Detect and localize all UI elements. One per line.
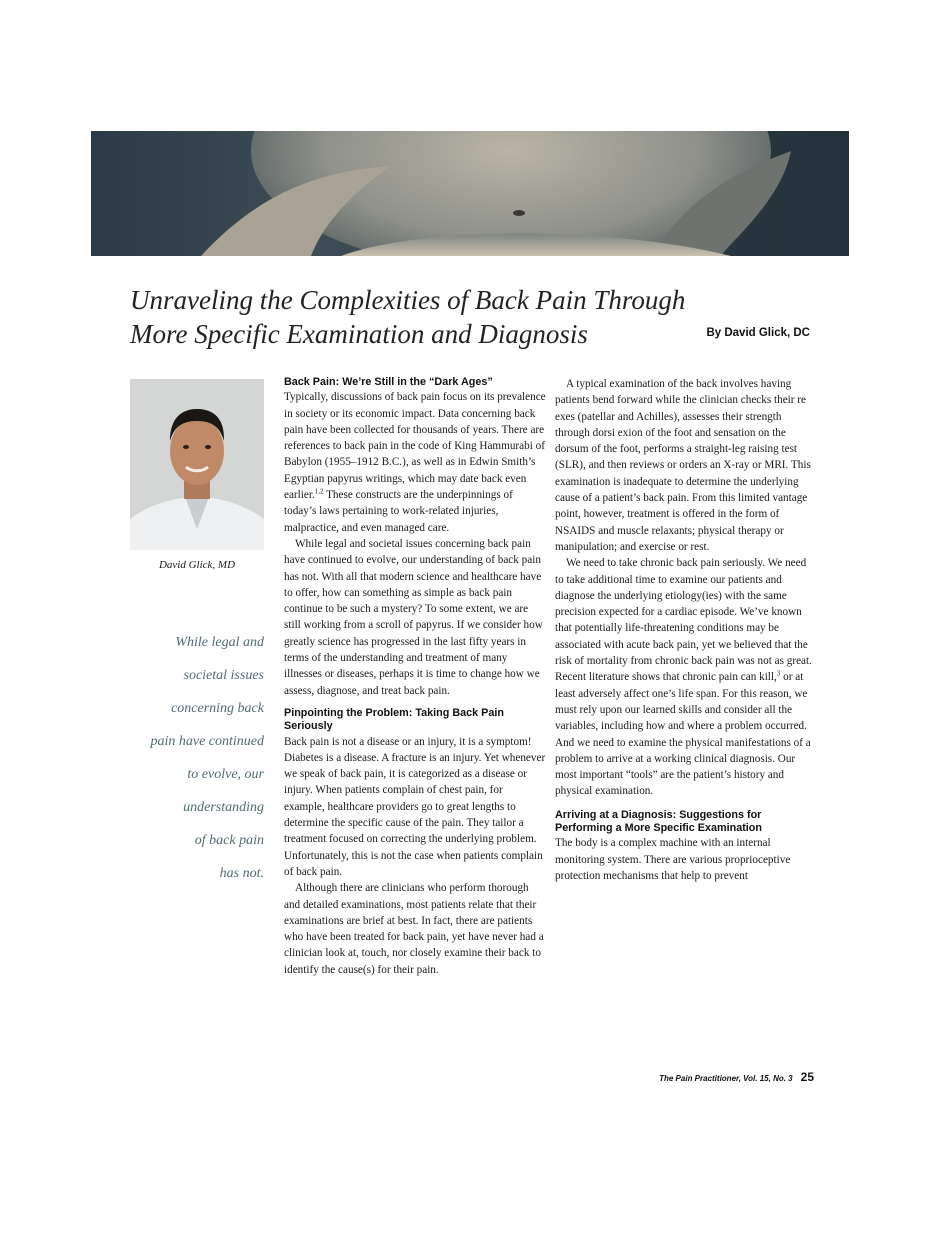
section-heading: Arriving at a Diagnosis: Suggestions for Performing a More Specific Examination (555, 808, 762, 835)
paragraph: Although there are clinicians who perform thorough and detailed examinations, most patients relate that their examinations are brief at best. In fact, there are patients who have been treated for back pain, yet have never had a clinician look at, touch, nor closely examine their back to identify the cause(s) for their pain. (284, 882, 544, 976)
body-column-1 (284, 376, 546, 978)
paragraph-text: These constructs are the underpinnings of today’s laws pertaining to work-related injuries, malpractice, and even managed care. (284, 489, 513, 534)
torso-image (91, 131, 849, 256)
paragraph: Back pain is not a disease or an injury, it is a symptom! Diabetes is a disease. A fracture is an injury. Yet whenever we speak of back pain, it is categorized as a disease or injury. When patients complain of chest pain, for example, healthcare providers go to great lengths to determine the specific cause of the pain. They tailor a treatment focused on correcting the underlying problem. Unfortunately, this is not the case when patients complain of back pain. (284, 735, 546, 878)
pull-quote-line: concerning back (171, 701, 264, 716)
citation: 1,2 (314, 487, 324, 496)
byline: By David Glick, DC (706, 327, 810, 339)
paragraph: The body is a complex machine with an internal monitoring system. There are various proprioceptive protection mechanisms that help to prevent (555, 837, 791, 882)
section-heading: Pinpointing the Problem: Taking Back Pain Seriously (284, 706, 504, 733)
pull-quote (110, 626, 264, 890)
journal-name: The Pain Practitioner, Vol. 15, No. 3 (659, 1074, 793, 1083)
title-line-1: Unraveling the Complexities of Back Pain Through (130, 285, 686, 315)
pull-quote-line: understanding (183, 800, 264, 815)
paragraph: While legal and societal issues concerning back pain have continued to evolve, our understanding of back pain has not. With all that modern science and healthcare have to offer, how can something as simple as back pain continue to be such a mystery? To some extent, we are still working from a scroll of papyrus. If we consider how greatly science has progressed in the last fifty years in terms of the understanding and treatment of many illnesses or diseases, perhaps it is time to change how we assess, diagnose, and treat back pain. (284, 537, 543, 697)
title-line-2: More Specific Examination and Diagnosis (130, 319, 588, 349)
pull-quote-line: While legal and (175, 635, 264, 650)
portrait-image (130, 379, 264, 550)
pull-quote-line: to evolve, our (187, 767, 264, 782)
citation: 3 (776, 669, 781, 678)
page-footer (659, 1070, 814, 1084)
paragraph (284, 389, 546, 536)
paragraph: A typical examination of the back involves having patients bend forward while the clinician checks their re exes (patellar and Achilles), assesses their strength through dorsi exion of the foot and sensation on the dorsum of the foot, performs a straight-leg raising test (SLR), and then reviews or orders an X-ray or MRI. This examination is inadequate to determine the underlying cause of a patient’s back pain. From this limited vantage point, however, treatment is offered in the form of NSAIDS and muscle relaxants; physical therapy or manipulation; and exercise or rest. (555, 378, 811, 553)
paragraph (555, 555, 817, 799)
paragraph-text: We need to take chronic back pain seriously. We need to take additional time to examine our patients and diagnose the underlying etiology(ies) with the same precision expected for a cardiac episode. We’ve known that potentially life-threatening conditions may be associated with acute back pain, yet we believed that the risk of mortality from chronic back pain was not as great. Recent literature shows that chronic pain can kill, (555, 557, 812, 684)
banner-photo (91, 131, 849, 256)
pull-quote-line: pain have continued (150, 734, 264, 749)
author-photo (130, 379, 264, 550)
pull-quote-line: societal issues (183, 668, 264, 683)
paragraph-text: or at least adversely affect one’s life span. For this reason, we must rely upon our learned skills and consider all the variables, including how and where a problem occurred. And we need to examine the physical manifestations of a problem to arrive at a working clinical diagnosis. Our most important “tools” are the patient’s history and physical examination. (555, 671, 811, 798)
paragraph-text: Typically, discussions of back pain focus on its prevalence in society or its economic impact. Data concerning back pain have been collected for thousands of years. There are references to back pain in the code of King Hammurabi of Babylon (1955–1912 B.C.), as well as in Edwin Smith’s Egyptian papyrus writings, which may date back even earlier. (284, 391, 546, 502)
article-title (130, 283, 690, 351)
photo-caption: David Glick, MD (158, 559, 236, 571)
body-column-2 (555, 376, 817, 884)
page-number: 25 (800, 1070, 814, 1084)
section-heading: Back Pain: We’re Still in the “Dark Ages” (284, 376, 493, 388)
pull-quote-line: has not. (219, 866, 264, 881)
pull-quote-line: of back pain (194, 833, 264, 848)
